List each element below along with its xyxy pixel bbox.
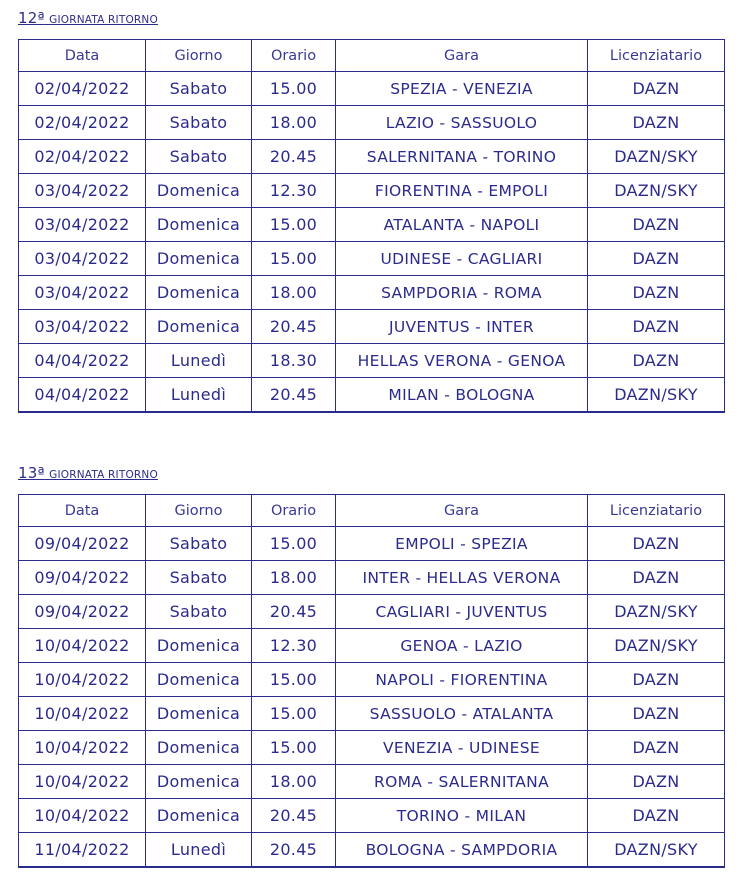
cell-date: 11/04/2022: [19, 833, 146, 868]
header-match: Gara: [336, 495, 588, 527]
cell-match: UDINESE - CAGLIARI: [336, 242, 588, 276]
cell-broadcaster: DAZN: [588, 731, 725, 765]
cell-time: 15.00: [252, 242, 336, 276]
cell-time: 20.45: [252, 140, 336, 174]
cell-match: SAMPDORIA - ROMA: [336, 276, 588, 310]
cell-day: Domenica: [146, 765, 252, 799]
cell-day: Domenica: [146, 731, 252, 765]
cell-match: GENOA - LAZIO: [336, 629, 588, 663]
round-13-table: [18, 494, 725, 868]
cell-match: TORINO - MILAN: [336, 799, 588, 833]
cell-date: 10/04/2022: [19, 629, 146, 663]
table-row: [19, 242, 725, 276]
cell-broadcaster: DAZN/SKY: [588, 629, 725, 663]
cell-broadcaster: DAZN/SKY: [588, 378, 725, 413]
cell-day: Sabato: [146, 595, 252, 629]
table-row: [19, 561, 725, 595]
cell-broadcaster: DAZN: [588, 276, 725, 310]
cell-day: Lunedì: [146, 344, 252, 378]
cell-match: BOLOGNA - SAMPDORIA: [336, 833, 588, 868]
cell-broadcaster: DAZN: [588, 663, 725, 697]
cell-date: 03/04/2022: [19, 310, 146, 344]
cell-day: Domenica: [146, 697, 252, 731]
cell-day: Sabato: [146, 527, 252, 561]
cell-day: Sabato: [146, 106, 252, 140]
cell-time: 20.45: [252, 310, 336, 344]
cell-date: 02/04/2022: [19, 140, 146, 174]
cell-day: Domenica: [146, 208, 252, 242]
header-broadcaster: Licenziatario: [588, 495, 725, 527]
table-row: [19, 208, 725, 242]
round-12-label: GIORNATA RITORNO: [49, 14, 158, 26]
cell-match: SPEZIA - VENEZIA: [336, 72, 588, 106]
cell-time: 12.30: [252, 629, 336, 663]
table-row: [19, 663, 725, 697]
cell-date: 03/04/2022: [19, 208, 146, 242]
cell-broadcaster: DAZN: [588, 208, 725, 242]
round-13-label: GIORNATA RITORNO: [49, 469, 158, 481]
round-12-section: [18, 10, 724, 413]
cell-broadcaster: DAZN: [588, 765, 725, 799]
cell-broadcaster: DAZN: [588, 72, 725, 106]
round-13-section: [18, 465, 724, 868]
table-header-row: [19, 40, 725, 72]
cell-date: 04/04/2022: [19, 378, 146, 413]
cell-time: 20.45: [252, 378, 336, 413]
cell-time: 15.00: [252, 527, 336, 561]
cell-match: INTER - HELLAS VERONA: [336, 561, 588, 595]
cell-date: 03/04/2022: [19, 276, 146, 310]
cell-date: 10/04/2022: [19, 765, 146, 799]
cell-time: 18.30: [252, 344, 336, 378]
table-row: [19, 833, 725, 868]
cell-time: 15.00: [252, 697, 336, 731]
cell-date: 03/04/2022: [19, 174, 146, 208]
cell-time: 18.00: [252, 106, 336, 140]
table-row: [19, 310, 725, 344]
cell-match: JUVENTUS - INTER: [336, 310, 588, 344]
cell-broadcaster: DAZN/SKY: [588, 174, 725, 208]
table-header-row: [19, 495, 725, 527]
round-13-number: 13ª: [18, 464, 45, 482]
cell-match: ROMA - SALERNITANA: [336, 765, 588, 799]
table-row: [19, 106, 725, 140]
header-broadcaster: Licenziatario: [588, 40, 725, 72]
table-row: [19, 344, 725, 378]
cell-time: 20.45: [252, 833, 336, 868]
cell-date: 04/04/2022: [19, 344, 146, 378]
cell-day: Domenica: [146, 174, 252, 208]
table-row: [19, 595, 725, 629]
cell-match: CAGLIARI - JUVENTUS: [336, 595, 588, 629]
header-match: Gara: [336, 40, 588, 72]
cell-match: NAPOLI - FIORENTINA: [336, 663, 588, 697]
cell-date: 09/04/2022: [19, 595, 146, 629]
cell-broadcaster: DAZN: [588, 799, 725, 833]
cell-broadcaster: DAZN: [588, 310, 725, 344]
cell-time: 18.00: [252, 561, 336, 595]
round-12-title: [18, 10, 724, 28]
cell-match: SASSUOLO - ATALANTA: [336, 697, 588, 731]
cell-date: 03/04/2022: [19, 242, 146, 276]
cell-time: 20.45: [252, 595, 336, 629]
cell-day: Domenica: [146, 276, 252, 310]
cell-match: HELLAS VERONA - GENOA: [336, 344, 588, 378]
round-13-title: [18, 465, 724, 483]
cell-time: 20.45: [252, 799, 336, 833]
table-row: [19, 140, 725, 174]
cell-match: VENEZIA - UDINESE: [336, 731, 588, 765]
cell-date: 02/04/2022: [19, 106, 146, 140]
cell-day: Domenica: [146, 799, 252, 833]
cell-time: 15.00: [252, 208, 336, 242]
cell-date: 10/04/2022: [19, 731, 146, 765]
table-row: [19, 799, 725, 833]
cell-broadcaster: DAZN: [588, 561, 725, 595]
header-date: Data: [19, 40, 146, 72]
header-day: Giorno: [146, 495, 252, 527]
cell-broadcaster: DAZN: [588, 242, 725, 276]
table-row: [19, 174, 725, 208]
cell-time: 18.00: [252, 276, 336, 310]
cell-date: 02/04/2022: [19, 72, 146, 106]
cell-broadcaster: DAZN/SKY: [588, 833, 725, 868]
table-row: [19, 765, 725, 799]
cell-time: 12.30: [252, 174, 336, 208]
cell-day: Lunedì: [146, 378, 252, 413]
cell-match: SALERNITANA - TORINO: [336, 140, 588, 174]
cell-time: 15.00: [252, 72, 336, 106]
cell-day: Sabato: [146, 140, 252, 174]
cell-date: 10/04/2022: [19, 799, 146, 833]
cell-day: Domenica: [146, 242, 252, 276]
cell-day: Lunedì: [146, 833, 252, 868]
cell-match: MILAN - BOLOGNA: [336, 378, 588, 413]
cell-broadcaster: DAZN/SKY: [588, 140, 725, 174]
table-row: [19, 527, 725, 561]
cell-match: LAZIO - SASSUOLO: [336, 106, 588, 140]
cell-match: FIORENTINA - EMPOLI: [336, 174, 588, 208]
table-row: [19, 629, 725, 663]
cell-date: 09/04/2022: [19, 561, 146, 595]
cell-day: Sabato: [146, 561, 252, 595]
cell-broadcaster: DAZN/SKY: [588, 595, 725, 629]
header-time: Orario: [252, 495, 336, 527]
table-row: [19, 697, 725, 731]
cell-day: Sabato: [146, 72, 252, 106]
table-row: [19, 276, 725, 310]
cell-date: 10/04/2022: [19, 697, 146, 731]
cell-date: 10/04/2022: [19, 663, 146, 697]
cell-date: 09/04/2022: [19, 527, 146, 561]
cell-time: 15.00: [252, 731, 336, 765]
cell-broadcaster: DAZN: [588, 527, 725, 561]
header-day: Giorno: [146, 40, 252, 72]
cell-broadcaster: DAZN: [588, 344, 725, 378]
table-row: [19, 731, 725, 765]
table-row: [19, 378, 725, 413]
header-date: Data: [19, 495, 146, 527]
round-12-table: [18, 39, 725, 413]
cell-time: 15.00: [252, 663, 336, 697]
cell-day: Domenica: [146, 310, 252, 344]
round-12-number: 12ª: [18, 9, 45, 27]
cell-day: Domenica: [146, 629, 252, 663]
cell-day: Domenica: [146, 663, 252, 697]
cell-broadcaster: DAZN: [588, 106, 725, 140]
cell-time: 18.00: [252, 765, 336, 799]
cell-match: EMPOLI - SPEZIA: [336, 527, 588, 561]
cell-broadcaster: DAZN: [588, 697, 725, 731]
header-time: Orario: [252, 40, 336, 72]
cell-match: ATALANTA - NAPOLI: [336, 208, 588, 242]
table-row: [19, 72, 725, 106]
